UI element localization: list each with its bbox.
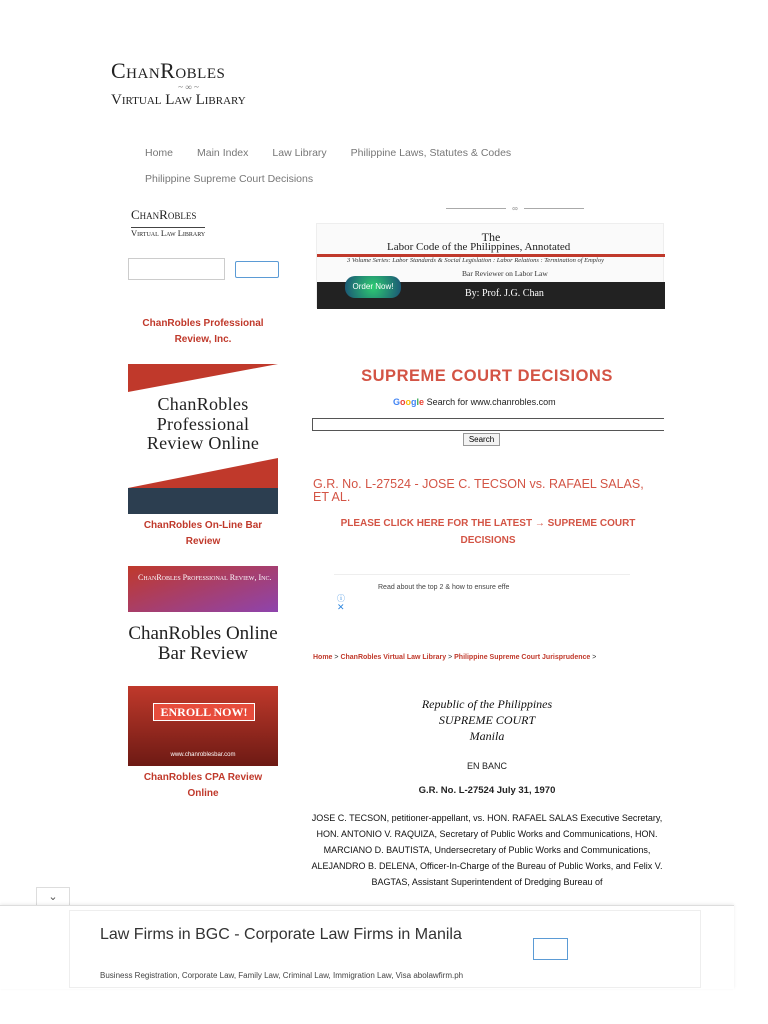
- ad-professional-review-online[interactable]: [128, 364, 278, 514]
- main-nav: [145, 140, 615, 192]
- republic-line: Republic of the Philippines: [421, 697, 553, 711]
- breadcrumb-home[interactable]: Home: [313, 654, 333, 661]
- banner-title: Labor Code of the Philippines, Annotated: [387, 241, 571, 253]
- breadcrumb-jurisprudence[interactable]: Philippine Supreme Court Jurisprudence: [454, 654, 591, 661]
- manila-line: Manila: [469, 729, 505, 743]
- ad1-text: ChanRobles Professional Review Online: [146, 394, 260, 453]
- chevron-down-icon: ⌄: [48, 891, 58, 903]
- banner-series: 3 Volume Series: Labor Standards & Social Legislation : Labor Relations : Termination of Employ: [347, 257, 604, 264]
- en-banc: EN BANC: [466, 761, 507, 771]
- ad2-url: www.chanroblesbar.com: [170, 752, 236, 758]
- inline-ad[interactable]: [334, 574, 630, 613]
- ad-close-icon[interactable]: ✕: [337, 602, 345, 612]
- google-search-text: Search for www.chanrobles.com: [426, 397, 556, 407]
- nav-law-library[interactable]: Law Library: [272, 147, 327, 159]
- google-search-input[interactable]: [312, 418, 664, 431]
- sticky-ad-title[interactable]: Law Firms in BGC - Corporate Law Firms in Manila: [100, 926, 462, 943]
- case-parties: JOSE C. TECSON, petitioner-appellant, vs. HON. RAFAEL SALAS Executive Secretary, HON. ANTONIO V. RAQUIZA, Secretary of Public Works and Communications, HON. MARCIANO D. BAUTISTA, Undersecretary of Public Works and Communications, ALEJANDRO B. DELENA, Officer-In-Charge of the Bureau of Public Works, and Felix V. BAGTAS, Assistant Superintendent of Dredging Bureau of: [311, 813, 663, 887]
- collapse-ad-button[interactable]: [36, 887, 70, 905]
- nav-home[interactable]: Home: [145, 147, 174, 159]
- ad2-header: ChanRobles Professional Review, Inc.: [138, 573, 272, 582]
- logo-ornament: ~ ∞ ~: [178, 82, 199, 92]
- sidebar-link-professional-review[interactable]: ChanRobles Professional Review, Inc.: [142, 318, 264, 345]
- banner-author: By: Prof. J.G. Chan: [465, 288, 544, 299]
- nav-supreme-court-decisions[interactable]: Philippine Supreme Court Decisions: [145, 173, 314, 185]
- logo-subtitle: Virtual Law Library: [111, 92, 246, 108]
- latest-decisions-link[interactable]: PLEASE CLICK HERE FOR THE LATEST → SUPREME COURT DECISIONS: [340, 518, 636, 546]
- court-header: [311, 696, 663, 744]
- divider-ornament: ∞: [435, 204, 595, 213]
- sidebar-link-cpa-review[interactable]: ChanRobles CPA Review Online: [143, 772, 263, 799]
- banner-reviewer: Bar Reviewer on Labor Law: [462, 269, 548, 278]
- labor-code-banner[interactable]: [316, 223, 664, 308]
- sticky-ad-description: Business Registration, Corporate Law, Family Law, Criminal Law, Immigration Law, Visa abolawfirm.ph: [100, 971, 464, 980]
- google-search-label: [393, 397, 556, 407]
- enroll-now-button[interactable]: ENROLL NOW!: [153, 703, 255, 721]
- google-search-button[interactable]: Search: [463, 433, 500, 446]
- breadcrumb: Home > ChanRobles Virtual Law Library > Philippine Supreme Court Jurisprudence >: [313, 654, 597, 661]
- section-title: SUPREME COURT DECISIONS: [361, 367, 613, 385]
- sticky-ad[interactable]: [0, 905, 734, 989]
- sticky-ad-open-button[interactable]: [533, 938, 568, 960]
- supreme-court-line: SUPREME COURT: [438, 713, 536, 727]
- google-logo-icon: Google: [393, 397, 425, 407]
- nav-main-index[interactable]: Main Index: [197, 147, 249, 159]
- nav-philippine-laws[interactable]: Philippine Laws, Statutes & Codes: [350, 147, 512, 159]
- ad2-text: ChanRobles Online Bar Review: [128, 623, 278, 664]
- sidebar-logo[interactable]: [131, 207, 205, 241]
- site-logo[interactable]: [111, 58, 271, 109]
- inline-ad-text: Read about the top 2 & how to ensure effe: [378, 584, 510, 591]
- sidebar-search-button[interactable]: [235, 261, 279, 278]
- sidebar-search-input[interactable]: [128, 258, 225, 280]
- breadcrumb-virtual-law-library[interactable]: ChanRobles Virtual Law Library: [340, 654, 447, 661]
- sidebar-logo-title: ChanRobles: [131, 207, 197, 222]
- logo-title: ChanRobles: [111, 58, 226, 83]
- sidebar-link-bar-review[interactable]: ChanRobles On-Line Bar Review: [143, 520, 263, 547]
- banner-the: The: [481, 230, 501, 244]
- ad-info-icon[interactable]: ⓘ: [337, 594, 345, 603]
- ad-online-bar-review[interactable]: [128, 566, 278, 766]
- case-title: G.R. No. L-27524 - JOSE C. TECSON vs. RAFAEL SALAS, ET AL.: [313, 477, 644, 504]
- sidebar-logo-subtitle: Virtual Law Library: [131, 228, 206, 238]
- gr-number: G.R. No. L-27524 July 31, 1970: [418, 785, 556, 796]
- order-now-button[interactable]: Order Now!: [345, 276, 401, 298]
